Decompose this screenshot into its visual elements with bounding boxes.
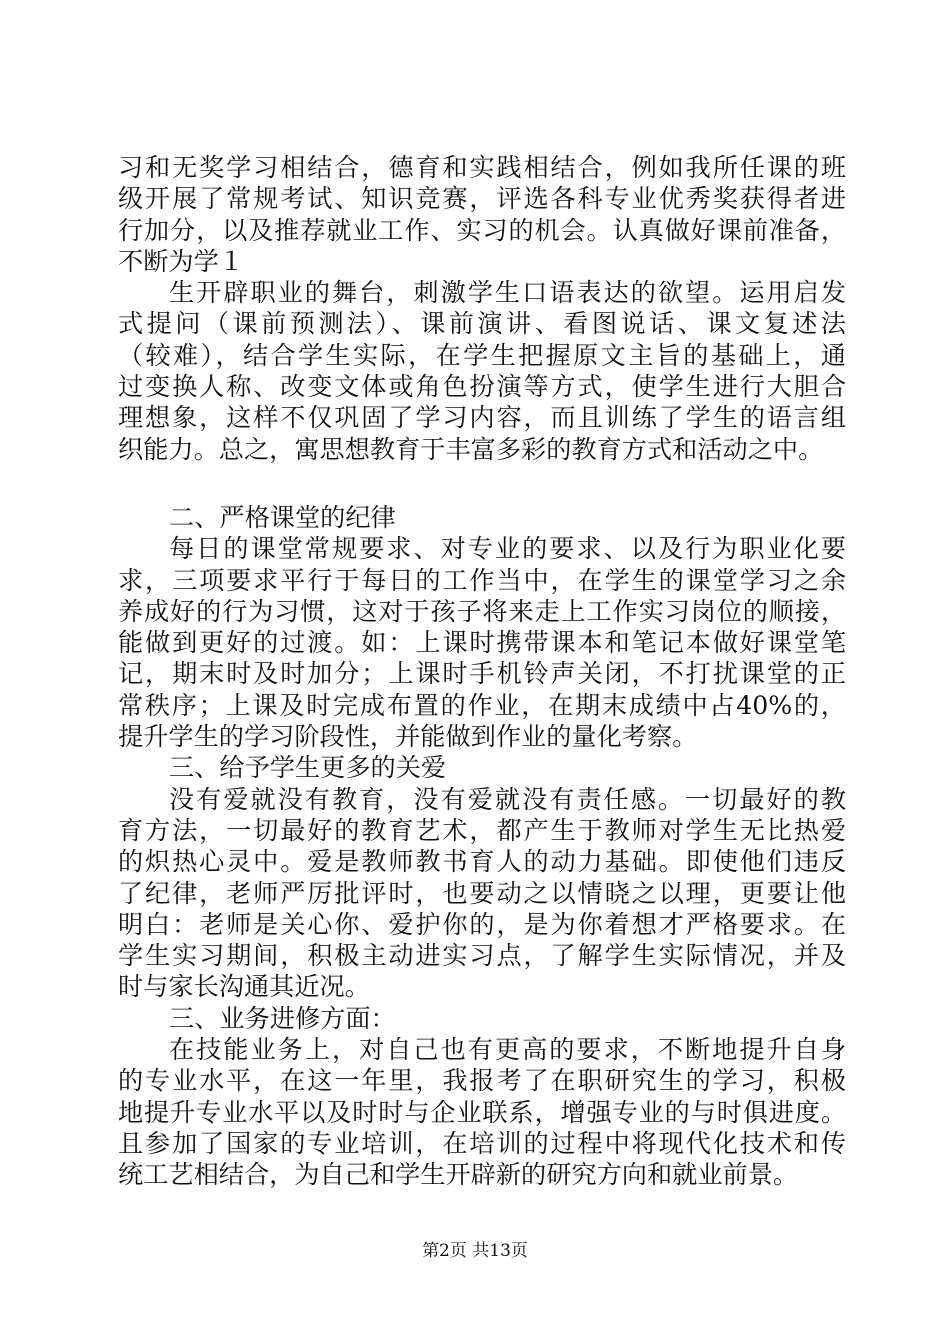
text-line: 时与家长沟通其近况。 <box>118 972 370 1002</box>
section-heading: 二、严格课堂的纪律 <box>169 502 396 532</box>
document-body <box>118 152 846 1191</box>
paragraph-2 <box>118 277 846 465</box>
text-line: 能做到更好的过渡。如：上课时携带课本和笔记本做好课堂笔 <box>118 628 846 658</box>
text-line: 的专业水平，在这一年里，我报考了在职研究生的学习，积极 <box>118 1066 846 1096</box>
section-heading: 三、给予学生更多的关爱 <box>169 753 447 783</box>
text-line: （较难），结合学生实际，在学生把握原文主旨的基础上，通 <box>118 340 846 370</box>
text-line: 的炽热心灵中。爱是教师教书育人的动力基础。即使他们违反 <box>118 847 846 877</box>
text-line: 地提升专业水平以及时时与企业联系，增强专业的与时俱进度。 <box>118 1097 846 1127</box>
text-line: 提升学生的学习阶段性，并能做到作业的量化考察。 <box>118 722 698 752</box>
text-line: 过变换人称、改变文体或角色扮演等方式，使学生进行大胆合 <box>118 372 846 402</box>
text-line: 式提问（课前预测法）、课前演讲、看图说话、课文复述法 <box>118 309 846 339</box>
text-line: 育方法，一切最好的教育艺术，都产生于教师对学生无比热爱 <box>118 815 846 845</box>
text-line: 每日的课堂常规要求、对专业的要求、以及行为职业化要 <box>169 534 846 564</box>
text-line: 且参加了国家的专业培训，在培训的过程中将现代化技术和传 <box>118 1128 846 1158</box>
page-number: 第2页 共13页 <box>422 1241 528 1261</box>
paragraph-1 <box>118 152 846 277</box>
paragraph-3 <box>118 533 846 752</box>
text-line: 不断为学１ <box>118 246 244 276</box>
text-line: 了纪律，老师严厉批评时，也要动之以情晓之以理，更要让他 <box>118 878 846 908</box>
text-line: 理想象，这样不仅巩固了学习内容，而且训练了学生的语言组 <box>118 403 846 433</box>
text-line: 学生实习期间，积极主动进实习点，了解学生实际情况，并及 <box>118 941 846 971</box>
text-line: 织能力。总之，寓思想教育于丰富多彩的教育方式和活动之中。 <box>118 434 824 464</box>
text-line: 级开展了常规考试、知识竞赛，评选各科专业优秀奖获得者进 <box>118 184 846 214</box>
paragraph-4 <box>118 784 846 1003</box>
text-line: 明白：老师是关心你、爱护你的，是为你着想才严格要求。在 <box>118 909 846 939</box>
text-line: 在技能业务上，对自己也有更高的要求，不断地提升自身 <box>169 1035 846 1065</box>
text-line: 记，期末时及时加分；上课时手机铃声关闭，不打扰课堂的正 <box>118 659 846 689</box>
text-line: 统工艺相结合，为自己和学生开辟新的研究方向和就业前景。 <box>118 1160 799 1190</box>
text-line: 行加分，以及推荐就业工作、实习的机会。认真做好课前准备， <box>118 215 846 245</box>
text-line: 生开辟职业的舞台，刺激学生口语表达的欲望。运用启发 <box>169 278 846 308</box>
text-line: 养成好的行为习惯，这对于孩子将来走上工作实习岗位的顺接， <box>118 596 846 626</box>
paragraph-gap <box>118 465 846 502</box>
text-line: 常秩序；上课及时完成布置的作业，在期末成绩中占40%的， <box>118 690 846 720</box>
text-line: 习和无奖学习相结合，德育和实践相结合，例如我所任课的班 <box>118 153 846 182</box>
section-heading: 三、业务进修方面： <box>169 1003 396 1033</box>
text-line: 没有爱就没有教育，没有爱就没有责任感。一切最好的教 <box>169 784 846 814</box>
text-line: 求，三项要求平行于每日的工作当中，在学生的课堂学习之余 <box>118 565 846 595</box>
paragraph-5 <box>118 1034 846 1190</box>
